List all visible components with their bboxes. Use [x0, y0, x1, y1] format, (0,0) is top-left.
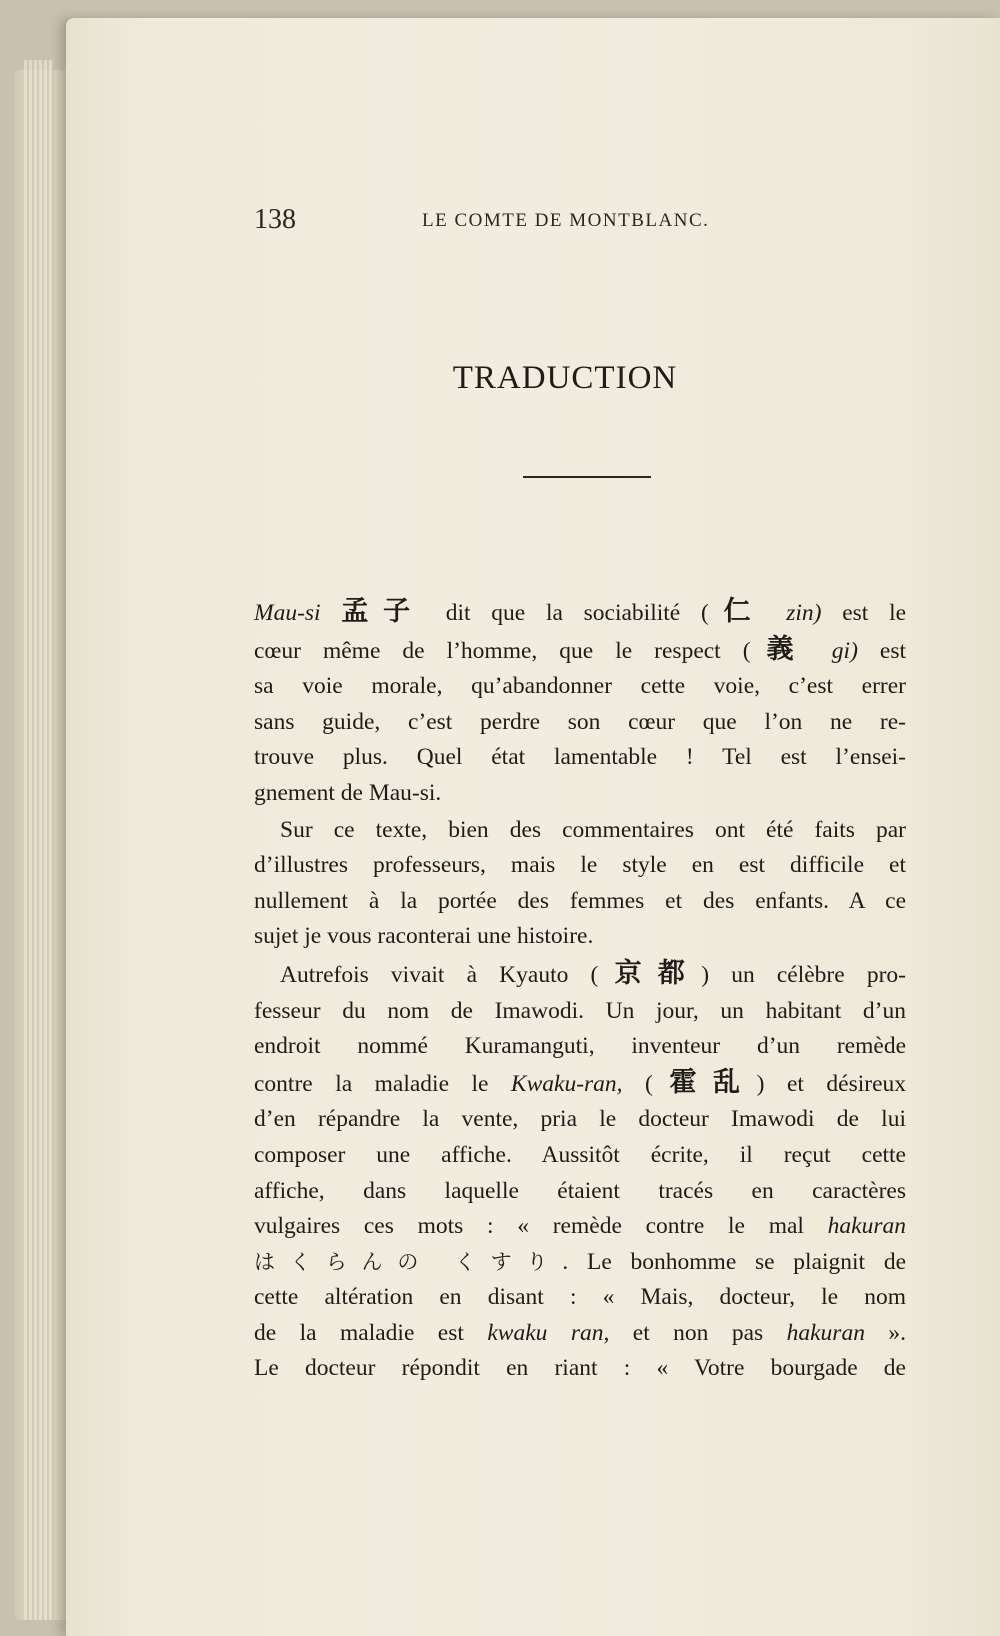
- text-line: [254, 884, 906, 920]
- text-line: [254, 1280, 906, 1316]
- italic-term: Kwaku-ran,: [510, 1070, 623, 1097]
- text-run: est: [857, 637, 907, 664]
- paragraph: [254, 594, 906, 812]
- italic-term: gi): [831, 637, 858, 664]
- text-run: cœur même de l’homme, que le respect (: [254, 637, 751, 664]
- chinese-characters: 孟子: [341, 596, 426, 627]
- text-line: [254, 776, 906, 812]
- page-number: 138: [254, 204, 296, 235]
- text-line: [254, 1209, 906, 1245]
- text-run: cette altération en disant : « Mais, docteur, le nom: [254, 1284, 906, 1311]
- text-run: Le docteur répondit en riant : « Votre bourgade de: [254, 1355, 906, 1382]
- text-line: [254, 594, 906, 632]
- paragraph: [254, 813, 906, 955]
- text-run: [766, 600, 787, 626]
- text-run: contre la maladie le: [254, 1070, 511, 1097]
- chinese-characters: 義: [750, 633, 810, 665]
- text-run: [810, 638, 832, 664]
- text-run: de la maladie est: [254, 1319, 488, 1346]
- text-line: [254, 1138, 906, 1174]
- text-run: [321, 600, 342, 626]
- text-run: Sur ce texte, bien des commentaires ont été faits par: [280, 816, 906, 843]
- text-run: d’en répandre la vente, pria le docteur Imawodi de lui: [254, 1106, 906, 1133]
- text-line: [254, 669, 906, 705]
- text-run: fesseur du nom de Imawodi. Un jour, un habitant d’un: [254, 997, 906, 1024]
- text-line: [254, 740, 906, 776]
- text-run: trouve plus. Quel état lamentable ! Tel est l’ensei-: [254, 744, 906, 771]
- text-run: dit que la sociabilité (: [425, 600, 709, 626]
- text-run: endroit nommé Kuramanguti, inventeur d’un remède: [254, 1033, 906, 1060]
- text-run: sujet je vous raconterai une histoire.: [254, 923, 594, 950]
- text-run: sans guide, c’est perdre son cœur que l’on ne re-: [254, 708, 906, 735]
- text-line: [254, 1102, 906, 1138]
- paragraph: [254, 956, 906, 1387]
- page-edges: [24, 60, 54, 1620]
- text-run: gnement de Mau-si.: [254, 779, 442, 806]
- heading-rule: [523, 476, 651, 478]
- text-run: vulgaires ces mots : « remède contre le mal: [254, 1213, 828, 1240]
- text-line: [254, 705, 906, 741]
- text-run: Autrefois vivait à Kyauto (: [280, 961, 599, 988]
- text-line: [254, 1029, 906, 1065]
- chinese-characters: 仁: [708, 596, 766, 627]
- italic-term: hakuran: [786, 1319, 865, 1346]
- italic-term: zin): [786, 600, 822, 626]
- text-run: ) un célèbre pro-: [701, 961, 907, 988]
- text-run: ».: [864, 1319, 907, 1346]
- text-line: [254, 1174, 906, 1210]
- text-run: (: [622, 1070, 653, 1097]
- italic-term: kwaku ran,: [487, 1319, 610, 1346]
- running-title: LE COMTE DE MONTBLANC.: [422, 210, 710, 231]
- text-run: est le: [821, 600, 907, 626]
- chinese-characters: 霍乱: [652, 1066, 757, 1098]
- text-run: . Le bonhomme se plaignit de: [562, 1248, 906, 1275]
- text-run: ) et désireux: [756, 1070, 907, 1097]
- text-run: d’illustres professeurs, mais le style en est difficile et: [254, 852, 906, 879]
- text-run: et non pas: [609, 1319, 787, 1346]
- kana-script: はくらんの くすり: [254, 1249, 563, 1274]
- text-line: [254, 848, 906, 884]
- text-run: affiche, dans laquelle étaient tracés en caractères: [254, 1177, 906, 1204]
- text-line: [254, 1316, 906, 1352]
- text-run: nullement à la portée des femmes et des enfants. A ce: [254, 887, 906, 914]
- text-run: composer une affiche. Aussitôt écrite, il reçut cette: [254, 1141, 906, 1168]
- text-line: [254, 632, 906, 670]
- text-run: sa voie morale, qu’abandonner cette voie, c’est errer: [254, 673, 906, 700]
- text-line: [254, 994, 906, 1030]
- text-line: [254, 813, 906, 849]
- text-line: [254, 1245, 906, 1281]
- text-line: [254, 1351, 906, 1387]
- italic-term: Mau-si: [254, 600, 321, 626]
- running-header: [254, 204, 774, 244]
- chinese-characters: 京都: [598, 957, 702, 989]
- body-text: [254, 594, 906, 1387]
- text-line: [254, 956, 906, 994]
- italic-term: hakuran: [827, 1213, 906, 1240]
- section-heading: TRADUCTION: [452, 360, 678, 396]
- text-line: [254, 1065, 906, 1103]
- text-line: [254, 919, 906, 955]
